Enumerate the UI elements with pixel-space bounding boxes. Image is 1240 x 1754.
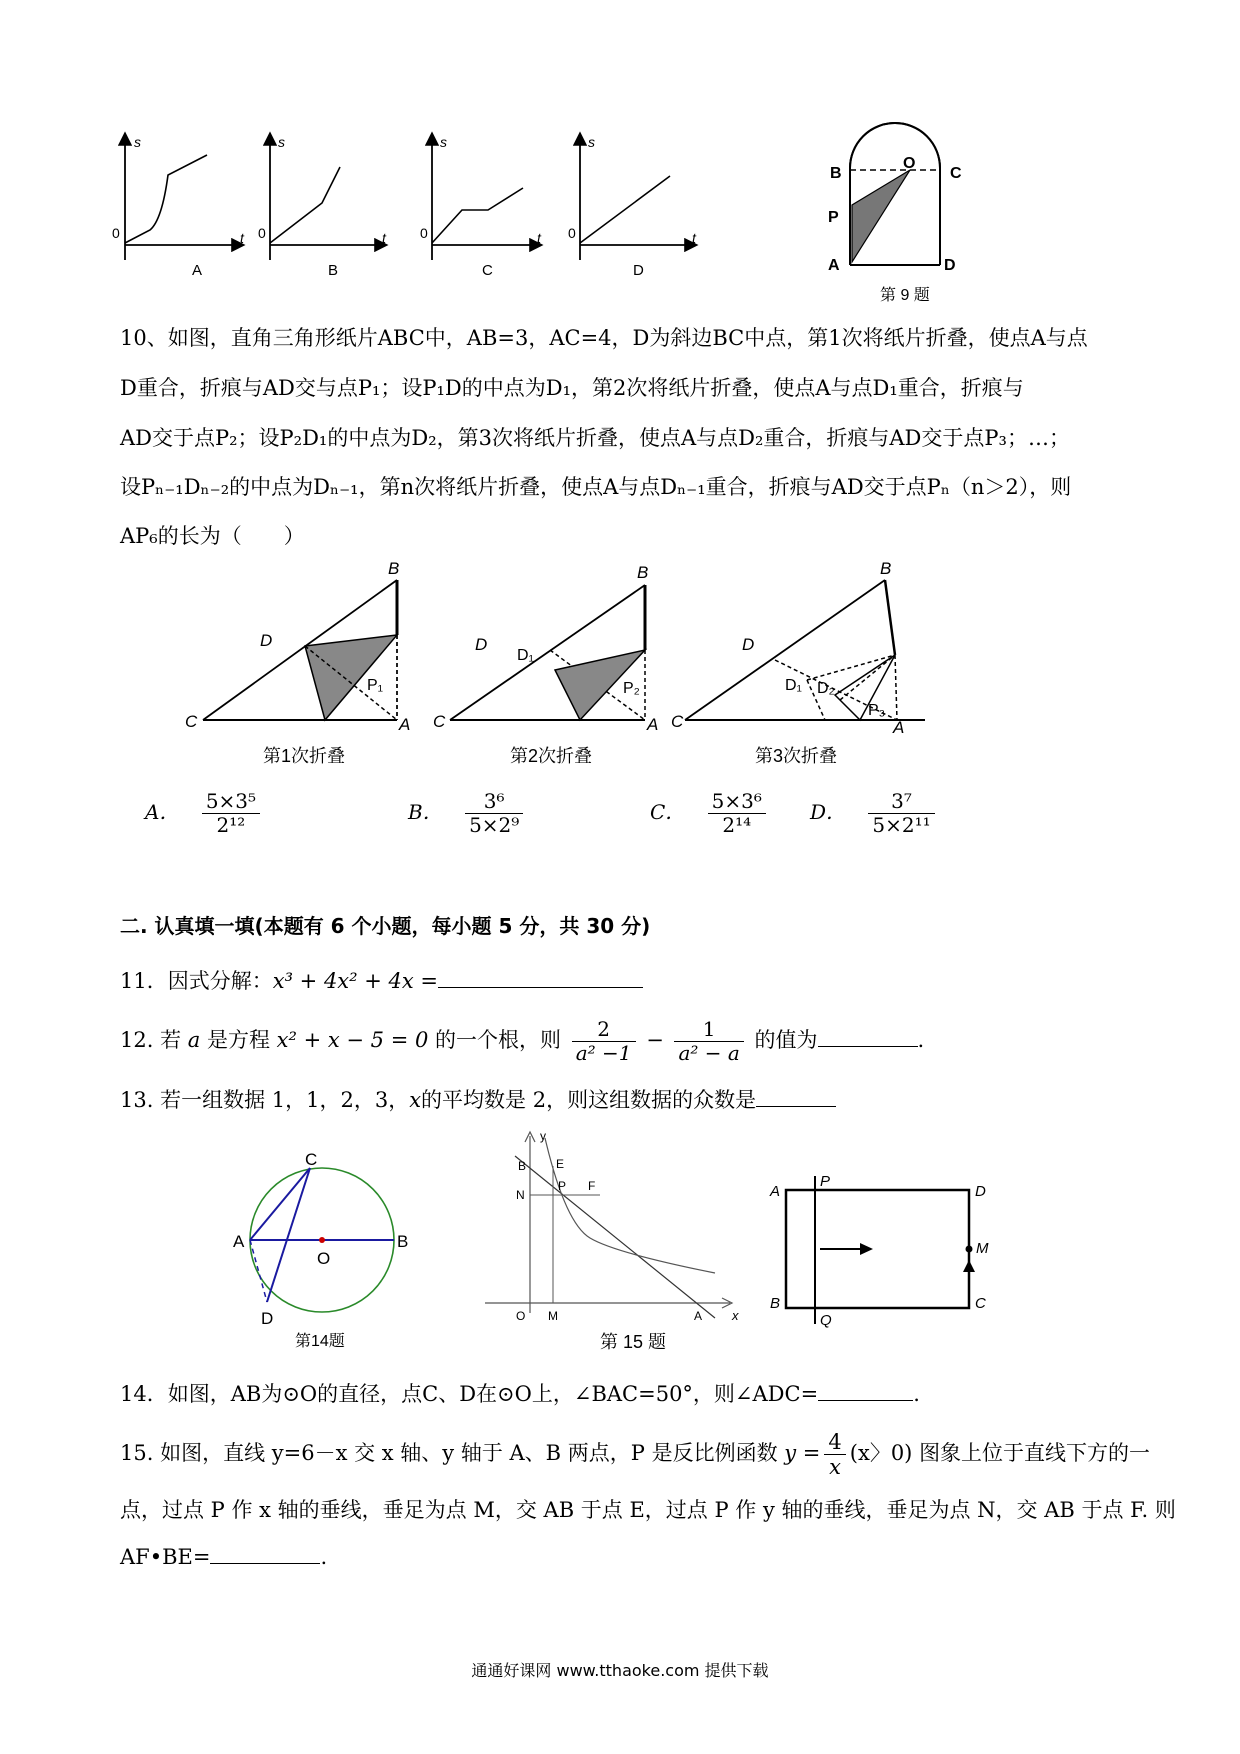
fig14-label-c: C [305,1150,318,1169]
fig15-label-a: A [694,1309,703,1323]
fig14-label-a: A [233,1232,245,1251]
fold2-label-c: C [433,712,446,731]
graph-c [432,135,540,260]
q10-line-1: 10、如图，直角三角形纸片ABC中，AB=3，AC=4，D为斜边BC中点，第1次将纸片折叠，使点A与点 [120,326,1088,350]
fold3-label-c: C [671,712,684,731]
q11-answer-blank[interactable] [438,987,643,988]
q14-answer-blank[interactable] [818,1400,913,1401]
fold3-label-p3: P₃ [868,702,886,719]
fig14-label-d: D [261,1309,274,1328]
graph-d-label: D [633,262,644,279]
figure-14 [225,1140,425,1350]
fold1-label-a: A [399,715,411,734]
fig15-label-f: F [588,1179,596,1193]
graph-d-s-label: s [588,134,595,150]
fig15-label-b: B [518,1159,527,1173]
fig15-label-e: E [556,1157,565,1171]
q10-option-b[interactable]: B． $\frac{\text{3⁶}}{\text{5×2⁹}}$ [408,790,527,837]
fig16-label-p: P [820,1173,831,1190]
fig9-label-a: A [828,257,840,274]
fig9-caption: 第 9 题 [880,287,930,304]
q12-answer-blank[interactable] [818,1046,918,1047]
fold3-label-d: D [742,635,755,654]
fold1-label-c: C [185,712,198,731]
fold3-label-a: A [893,718,905,737]
graph-a-s-label: s [134,134,141,150]
section-2-heading: 二. 认真填一填(本题有 6 个小题，每小题 5 分，共 30 分) [120,914,651,938]
graph-c-label: C [482,262,493,279]
fig15-label-o: O [516,1309,526,1323]
fig9-label-p: P [828,209,839,226]
fig9-label-o: O [903,155,916,172]
q10-line-4: 设Pₙ₋₁Dₙ₋₂的中点为Dₙ₋₁，第n次将纸片折叠，使点A与点Dₙ₋₁重合，折痕与AD交于点Pₙ（n＞2），则 [120,475,1072,499]
graph-d-t-label: t [692,230,696,246]
fig15-label-p: P [558,1179,567,1193]
fold3-label-b: B [880,559,892,578]
fold2-label-p2: P₂ [623,680,640,697]
fold3-label-d2: D₂ [817,680,835,697]
fig15-label-y: y [540,1129,546,1143]
fig14-label-o: O [317,1249,331,1268]
graph-c-s-label: s [440,134,447,150]
figure-9 [820,120,1000,310]
page-footer: 通通好课网 www.tthaoke.com 提供下载 [471,1661,769,1680]
graph-a-origin: 0 [112,225,120,241]
fold2-caption: 第2次折叠 [510,746,593,766]
figure-16 [760,1170,1000,1340]
fig16-label-m: M [976,1240,989,1257]
question-13: 13. 若一组数据 1，1，2，3，x的平均数是 2，则这组数据的众数是 [120,1084,836,1114]
graph-a-label: A [192,262,203,279]
fig14-label-b: B [397,1232,409,1251]
fold2-label-d1: D₁ [517,647,534,664]
graph-c-origin: 0 [420,225,428,241]
fold3-caption: 第3次折叠 [755,746,838,766]
q10-line-3: AD交于点P₂；设P₂D₁的中点为D₂，第3次将纸片折叠，使点A与点D₂重合，折痕与AD交于点P₃；…； [120,426,1070,450]
graph-b-s-label: s [278,134,285,150]
fold-3 [685,580,925,720]
fig16-label-d: D [975,1183,986,1200]
graph-b-t-label: t [382,230,386,246]
q10-option-a[interactable]: A． $\frac{\text{5×3⁵}}{\text{2¹²}}$ [145,790,264,837]
fig15-label-m: M [548,1309,558,1323]
q10-option-d[interactable]: D． $\frac{\text{3⁷}}{\text{5×2¹¹}}$ [810,790,939,837]
fig9-label-d: D [944,257,956,274]
st-graphs-row [110,125,790,285]
q10-line-2: D重合，折痕与AD交与点P₁；设P₁D的中点为D₁，第2次将纸片折叠，使点A与点D₁重合，折痕与 [120,376,1024,400]
question-15-line-2: 点，过点 P 作 x 轴的垂线，垂足为点 M，交 AB 于点 E，过点 P 作 y 轴的垂线，垂足为点 N，交 AB 于点 F. 则 [120,1498,1176,1522]
fig9-label-c: C [950,165,962,182]
fig15-label-n: N [516,1188,525,1202]
fold1-label-b: B [388,559,400,578]
fig14-caption: 第14题 [295,1333,345,1350]
question-12: 12. 若 a 是方程 x² + x − 5 = 0 的一个根，则 $\frac{2}{\text{a² −1}}$ − $\frac{1}{\text{a² − a}}$ 的值为 . [120,1017,925,1065]
graph-b-label: B [328,262,339,279]
q10-option-c[interactable]: C． $\frac{\text{5×3⁶}}{\text{2¹⁴}}$ [650,790,770,837]
q13-answer-blank[interactable] [756,1106,836,1107]
fig15-caption: 第 15 题 [600,1332,667,1352]
question-15-line-3: AF•BE= . [120,1545,328,1569]
fig16-label-c: C [975,1295,986,1312]
fold1-label-d: D [260,631,273,650]
question-11: 11．因式分解：x³ + 4x² + 4x = [120,965,643,995]
figure-15 [470,1128,750,1353]
fig16-label-a: A [770,1183,781,1200]
graph-b [270,135,385,260]
fig15-label-x: x [732,1308,739,1323]
question-14: 14．如图，AB为⊙O的直径，点C、D在⊙O上，∠BAC=50°，则∠ADC= . [120,1382,920,1406]
graph-d-origin: 0 [568,225,576,241]
q10-line-5: AP₆的长为（ ） [120,524,305,548]
fold-1 [203,580,397,720]
fold1-caption: 第1次折叠 [263,746,346,766]
fold2-label-a: A [647,715,659,734]
graph-a [125,135,242,260]
fold3-label-d1: D₁ [785,677,802,694]
q15-answer-blank[interactable] [210,1563,320,1564]
graph-b-origin: 0 [258,225,266,241]
question-15-line-1: 15. 如图，直线 y=6－x 交 x 轴、y 轴于 A、B 两点，P 是反比例函数 y = $\frac{4}{x}$ (x〉0) 图象上位于直线下方的一 [120,1430,1151,1480]
fold1-label-p1: P₁ [367,677,384,694]
fold2-label-b: B [637,563,649,582]
fig9-label-b: B [830,165,842,182]
fig16-label-q: Q [820,1312,832,1329]
graph-c-t-label: t [537,230,541,246]
fold2-label-d: D [475,635,488,654]
graph-a-t-label: t [240,230,244,246]
folding-figures [185,550,925,775]
fig16-label-b: B [770,1295,781,1312]
graph-d [580,135,695,260]
